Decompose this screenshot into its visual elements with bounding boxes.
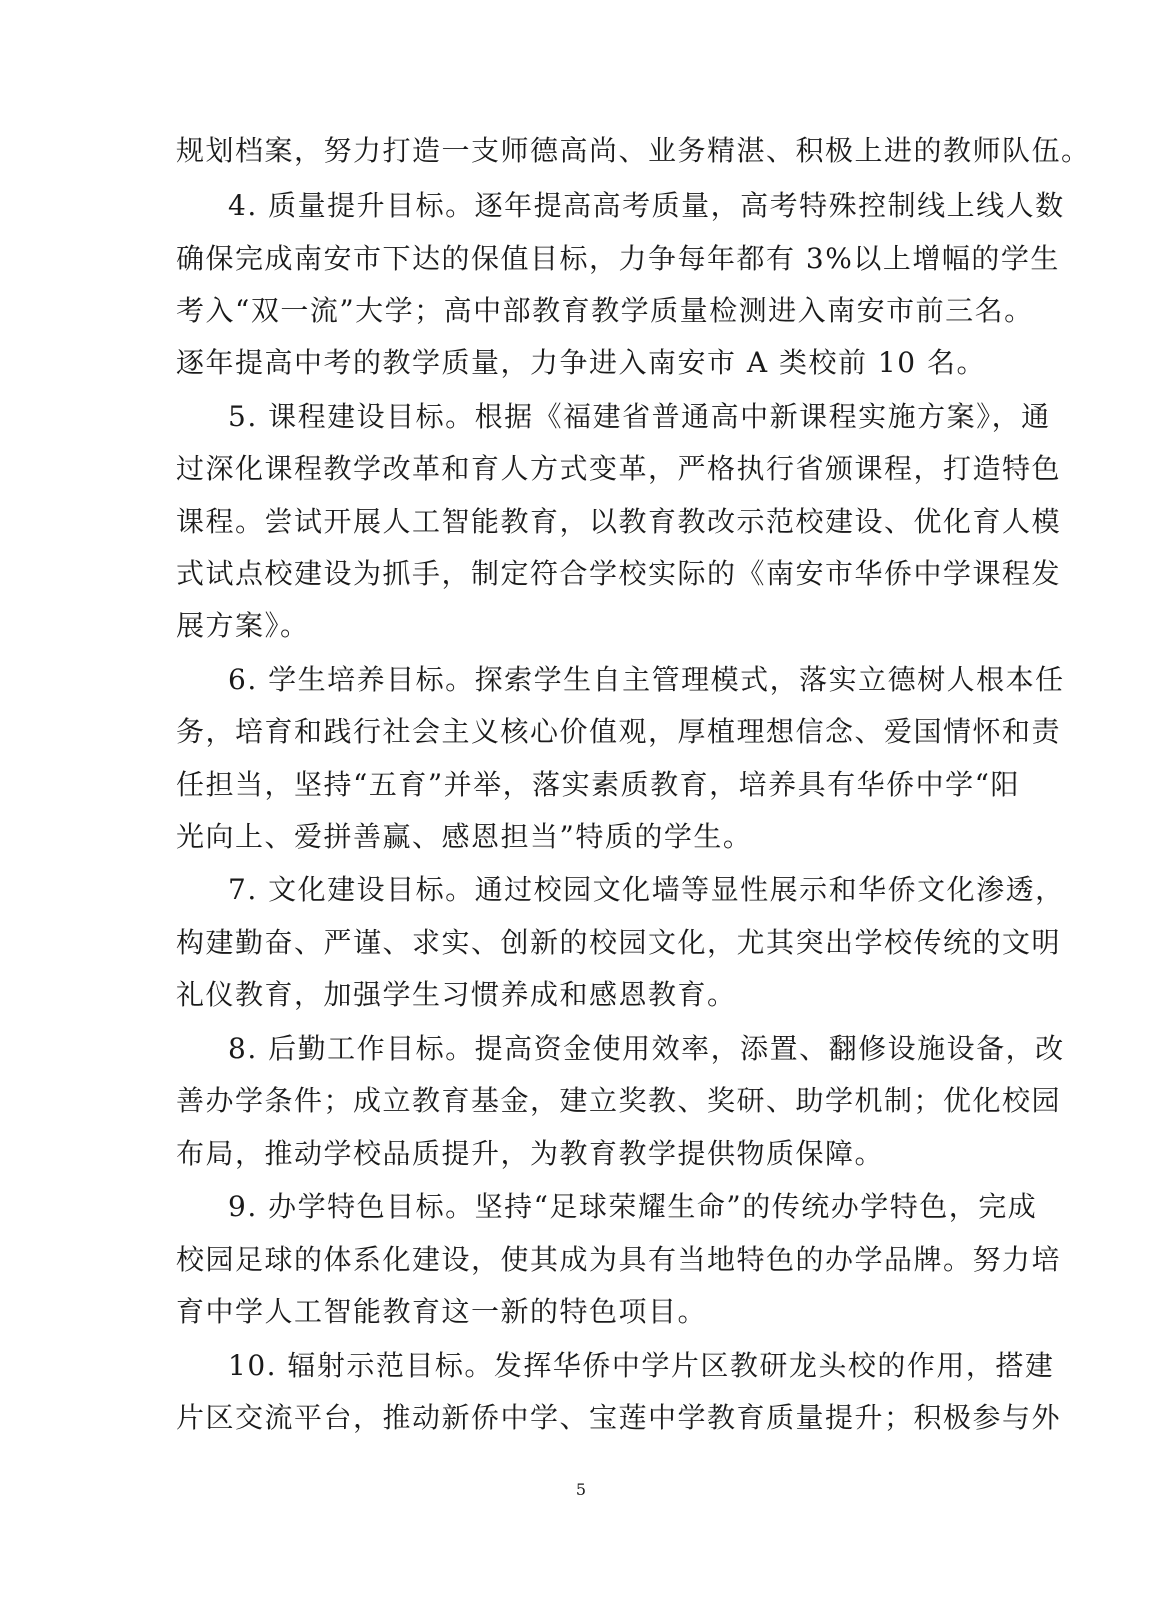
text-line: 考入“双一流”大学；高中部教育教学质量检测进入南安市前三名。 bbox=[176, 294, 1034, 327]
page-number: 5 bbox=[575, 1480, 587, 1499]
text-line: 育中学人工智能教育这一新的特色项目。 bbox=[176, 1295, 708, 1328]
text-line: 式试点校建设为抓手，制定符合学校实际的《南安市华侨中学课程发 bbox=[176, 557, 1062, 590]
text-line: 构建勤奋、严谨、求实、创新的校园文化，尤其突出学校传统的文明 bbox=[176, 926, 1062, 959]
text-line: 确保完成南安市下达的保值目标，力争每年都有 3%以上增幅的学生 bbox=[176, 242, 1060, 275]
paragraph-6-start: 6. 学生培养目标。探索学生自主管理模式，落实立德树人根本任 bbox=[228, 663, 1065, 696]
paragraph-8-start: 8. 后勤工作目标。提高资金使用效率，添置、翻修设施设备，改 bbox=[228, 1032, 1065, 1065]
text-line: 片区交流平台，推动新侨中学、宝莲中学教育质量提升；积极参与外 bbox=[176, 1401, 1062, 1434]
text-line: 任担当，坚持“五育”并举，落实素质教育，培养具有华侨中学“阳 bbox=[176, 768, 1020, 801]
text-line: 礼仪教育，加强学生习惯养成和感恩教育。 bbox=[176, 978, 737, 1011]
text-line: 务，培育和践行社会主义核心价值观，厚植理想信念、爱国情怀和责 bbox=[176, 715, 1062, 748]
text-line: 展方案》。 bbox=[176, 609, 310, 642]
text-line: 布局，推动学校品质提升，为教育教学提供物质保障。 bbox=[176, 1137, 885, 1170]
text-line: 校园足球的体系化建设，使其成为具有当地特色的办学品牌。努力培 bbox=[176, 1243, 1062, 1276]
text-line: 课程。尝试开展人工智能教育，以教育教改示范校建设、优化育人模 bbox=[176, 505, 1062, 538]
text-line: 善办学条件；成立教育基金，建立奖教、奖研、助学机制；优化校园 bbox=[176, 1084, 1062, 1117]
text-line: 逐年提高中考的教学质量，力争进入南安市 A 类校前 10 名。 bbox=[176, 346, 986, 379]
paragraph-10-start: 10. 辐射示范目标。发挥华侨中学片区教研龙头校的作用，搭建 bbox=[228, 1349, 1055, 1382]
paragraph-9-start: 9. 办学特色目标。坚持“足球荣耀生命”的传统办学特色，完成 bbox=[228, 1190, 1038, 1223]
paragraph-5-start: 5. 课程建设目标。根据《福建省普通高中新课程实施方案》，通 bbox=[228, 400, 1051, 433]
text-line: 过深化课程教学改革和育人方式变革，严格执行省颁课程，打造特色 bbox=[176, 452, 1062, 485]
text-line: 光向上、爱拼善赢、感恩担当”特质的学生。 bbox=[176, 820, 753, 853]
paragraph-4-start: 4. 质量提升目标。逐年提高高考质量，高考特殊控制线上线人数 bbox=[228, 189, 1065, 222]
text-line: 规划档案，努力打造一支师德高尚、业务精湛、积极上进的教师队伍。 bbox=[176, 134, 1091, 167]
paragraph-7-start: 7. 文化建设目标。通过校园文化墙等显性展示和华侨文化渗透， bbox=[228, 873, 1065, 906]
